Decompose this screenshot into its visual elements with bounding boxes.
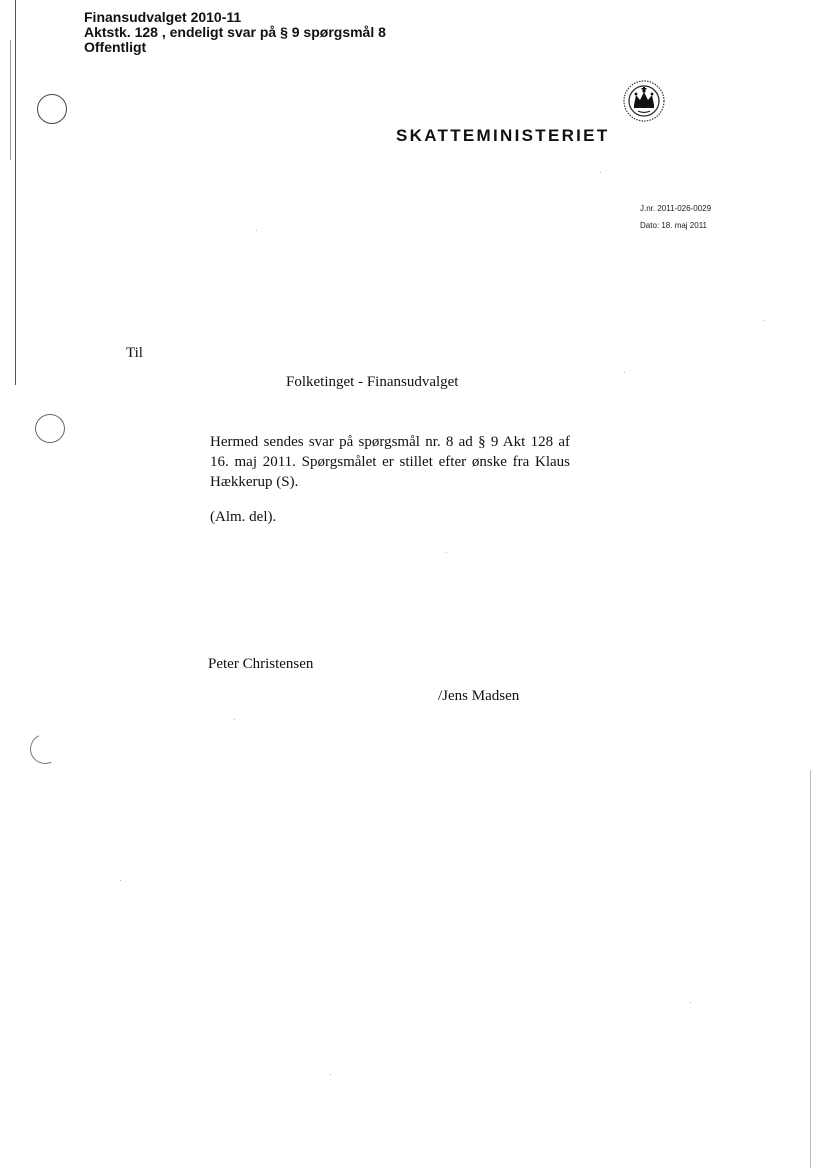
minister-signature: Peter Christensen <box>208 656 314 672</box>
scan-speck <box>120 880 121 881</box>
committee-title: Finansudvalget 2010-11 <box>84 9 242 25</box>
scan-edge-line <box>15 0 16 385</box>
crown-emblem-icon <box>622 79 666 123</box>
scan-speck <box>330 1074 331 1075</box>
punch-hole-icon <box>35 414 65 443</box>
body-paragraph: Hermed sendes svar på spørgsmål nr. 8 ad § 9 Akt 128 af 16. maj 2011. Spørgsmålet er stillet efter ønske fra Klaus Hækkerup (S). <box>210 434 570 490</box>
scan-speck <box>446 552 447 553</box>
official-signature: /Jens Madsen <box>438 688 520 704</box>
scan-speck <box>234 719 235 720</box>
scan-speck <box>690 1002 691 1003</box>
document-header <box>84 10 386 55</box>
scan-speck <box>764 320 765 321</box>
journal-number: J.nr. 2011-026-0029 <box>640 204 712 213</box>
addressee-label: Til <box>126 345 143 361</box>
letter-date: Dato: 18. maj 2011 <box>640 221 708 230</box>
scan-edge-line <box>10 40 11 160</box>
scan-speck <box>256 230 257 231</box>
document-reference: Aktstk. 128 , endeligt svar på § 9 spørgsmål 8 <box>84 24 386 40</box>
classification: Offentligt <box>84 39 147 55</box>
ministry-name: SKATTEMINISTERIET <box>396 126 610 145</box>
reference-block <box>640 200 711 234</box>
punch-hole-icon <box>26 730 64 768</box>
scan-speck <box>600 172 601 173</box>
recipient-name: Folketinget - Finansudvalget <box>286 374 459 390</box>
scan-edge-line <box>810 770 811 1168</box>
body-note: (Alm. del). <box>210 509 277 525</box>
scan-speck <box>624 372 625 373</box>
punch-hole-icon <box>37 94 67 124</box>
